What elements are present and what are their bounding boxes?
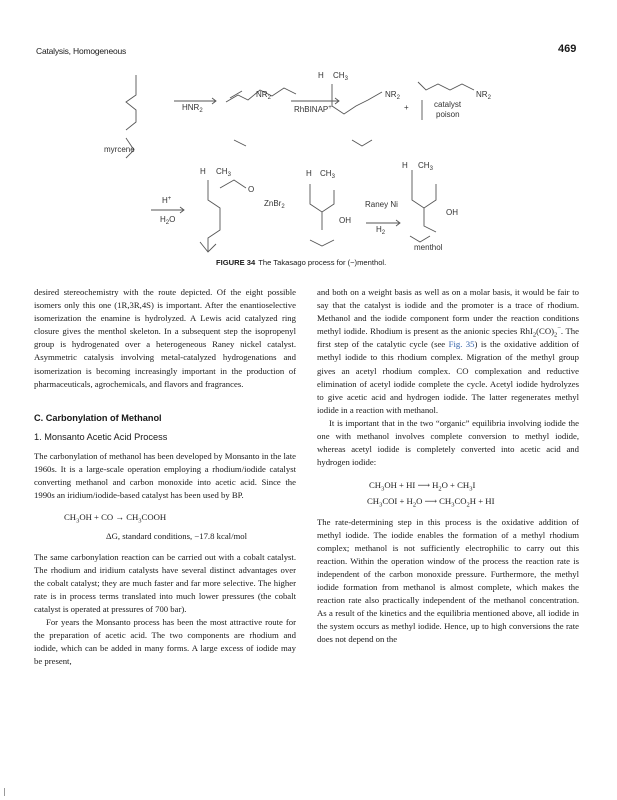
myrcene-label: myrcene [104,145,135,154]
znbr2-label: ZnBr$_2$ [264,199,285,210]
menthol-oh-label: OH [446,208,458,217]
water-label: $H_2O$ [160,215,176,226]
figure-label: FIGURE 34 [216,258,256,267]
hydrogen-label: $H_2$ [376,225,386,236]
poison-group-label: $NR_2$ [476,90,491,101]
figure-35-link[interactable]: Fig. 35 [448,339,475,350]
section-heading: C. Carbonylation of Methanol [34,412,162,423]
amine-group-label-1: $NR_2$ [256,90,271,101]
equation-acetyl-iodide: $CH_3COI + H_2O$ ⟶ $CH_3CO_2H$ + HI [367,496,495,510]
left-paragraph-1: desired stereochemistry with the route depicted. Of the eight possible isomers only this one (1R,3R,4S) is important. After the enantioselective isomerization the enamine is hydrolyzed. A Lewis acid catalyzed ring closure gives the menthol skeleton. In a subsequent step the isopropenyl group is hydrogenated over a heterogeneous Raney nickel catalyst. Asymmetric catalysis involving metal-catalyzed hydrogenations and isomerization is becoming increasingly important in the production of pharmaceuticals, agrochemicals, and flavors and fragrances. [34,287,296,389]
isopulegol-structure [310,184,334,212]
acid-reagent-label: H+ [162,196,172,205]
right-column [317,286,579,646]
catalyst-poison-line2: poison [436,110,460,119]
citronellal-h-label: H [200,167,206,176]
figure-caption-text: The Takasago process for (−)menthol. [258,258,387,267]
menthol-h-label: H [402,161,408,170]
right-paragraph-3: The rate-determining step in this process is the oxidative addition of methyl iodide. The iodide enables the formation of a methyl rhodium complex; methanol is not sufficiently electrophilic to carry out this reaction. Within the operation window of the process the reaction rate is independent of the carbon monoxide pressure. Furthermore, the methyl iodide formation from methanol is almost complete, which makes the reaction rate also practically independent of the methanol concentration. As a result of the kinetics and the equilibria mentioned above, all iodide in the system occurs as methyl iodide. Hence, up to high conversions the rate does not depend on the [317,516,579,645]
figure-caption [216,258,386,267]
left-paragraph-4: For years the Monsanto process has been the most attractive route for the preparation of acetic acid. The two components are rhodium and iodide, which can be added in many forms. A large excess of iodide may be present, [34,616,296,667]
isopulegol-oh-label: OH [339,216,351,225]
enamine-structure [332,84,382,114]
isopulegol-h-label: H [306,169,312,178]
amine-group-label-2: $NR_2$ [385,90,400,101]
page-number: 469 [558,43,577,55]
menthol-label: menthol [414,243,443,252]
equation-methyl-iodide: $CH_3OH$ + HI ⟶ $H_2O + CH_3I$ [369,480,476,494]
myrcene-structure [126,75,136,130]
menthol-ch3-label: $CH_3$ [418,161,433,172]
citronellal-ch3-label: $CH_3$ [216,167,231,178]
equation-delta-g: ΔG, standard conditions, −17.8 kcal/mol [106,531,248,542]
amine-reagent-label: $HNR_2$ [182,103,203,114]
isopulegol-ch3-label: $CH_3$ [320,169,335,180]
equation-carbonylation: $CH_3OH$ + CO → $CH_3COOH$ [64,512,167,526]
left-paragraph-2: The carbonylation of methanol has been developed by Monsanto in the late 1960s. It is a large-scale operation employing a rhodium/iodide catalyst converting methanol and carbon monoxide into acetic acid. Since the 1990s an iridium/iodide-based catalyst has been used by BP. [34,450,296,501]
left-paragraph-3: The same carbonylation reaction can be carried out with a cobalt catalyst. The rhodium and iridium catalysts have several distinct advantages over the cobalt catalyst; they are much faster and far more selective. The higher rate is in process terms translated into much lower pressures (the cobalt catalyst is operated at pressures of 700 bar). [34,551,296,614]
plus-sign: + [404,103,409,112]
enamine-h-label: H [318,71,324,80]
raney-ni-label: Raney Ni [365,200,398,209]
left-column [34,286,296,668]
rhbinap-label: RhBINAP+ [294,105,332,114]
menthol-structure [412,170,436,208]
subsection-heading: 1. Monsanto Acetic Acid Process [34,431,168,442]
right-paragraph-1: and both on a weight basis as well as on a molar basis, it would be fair to say that the catalyst is iodide and the promoter is a trace of rhodium. Methanol and the iodide component form under the reaction conditions methyl iodide. Rhodium is present as the anionic species $RhI_2(CO)_2^-$. The first step of the catalytic cycle (see Fig. 35) is the oxidative addition of methyl iodide to this rhodium complex. Migration of the methyl group gives an acetyl rhodium complex. CO complexation and reductive elimination of acetyl iodide complete the cycle. Acetyl iodide hydrolyzes to give acetic acid and hydrogen iodide. The latter regenerates methyl iodide in a reaction with methanol. [317,287,580,415]
running-head: Catalysis, Homogeneous [36,46,127,56]
margin-mark [4,788,5,796]
takasago-scheme [96,60,536,260]
citronellal-structure [208,180,220,252]
enamine-ch3-label: $CH_3$ [333,71,348,82]
right-paragraph-2: It is important that in the two “organic” equilibria involving iodide the one with methanol involves complete conversion to methyl iodide, whereas acetyl iodide is completely converted into acetic acid and hydrogen iodide: [317,417,579,468]
catalyst-poison-line1: catalyst [434,100,462,109]
aldehyde-o-label: O [248,185,255,194]
catalyst-poison-structure [418,82,474,90]
